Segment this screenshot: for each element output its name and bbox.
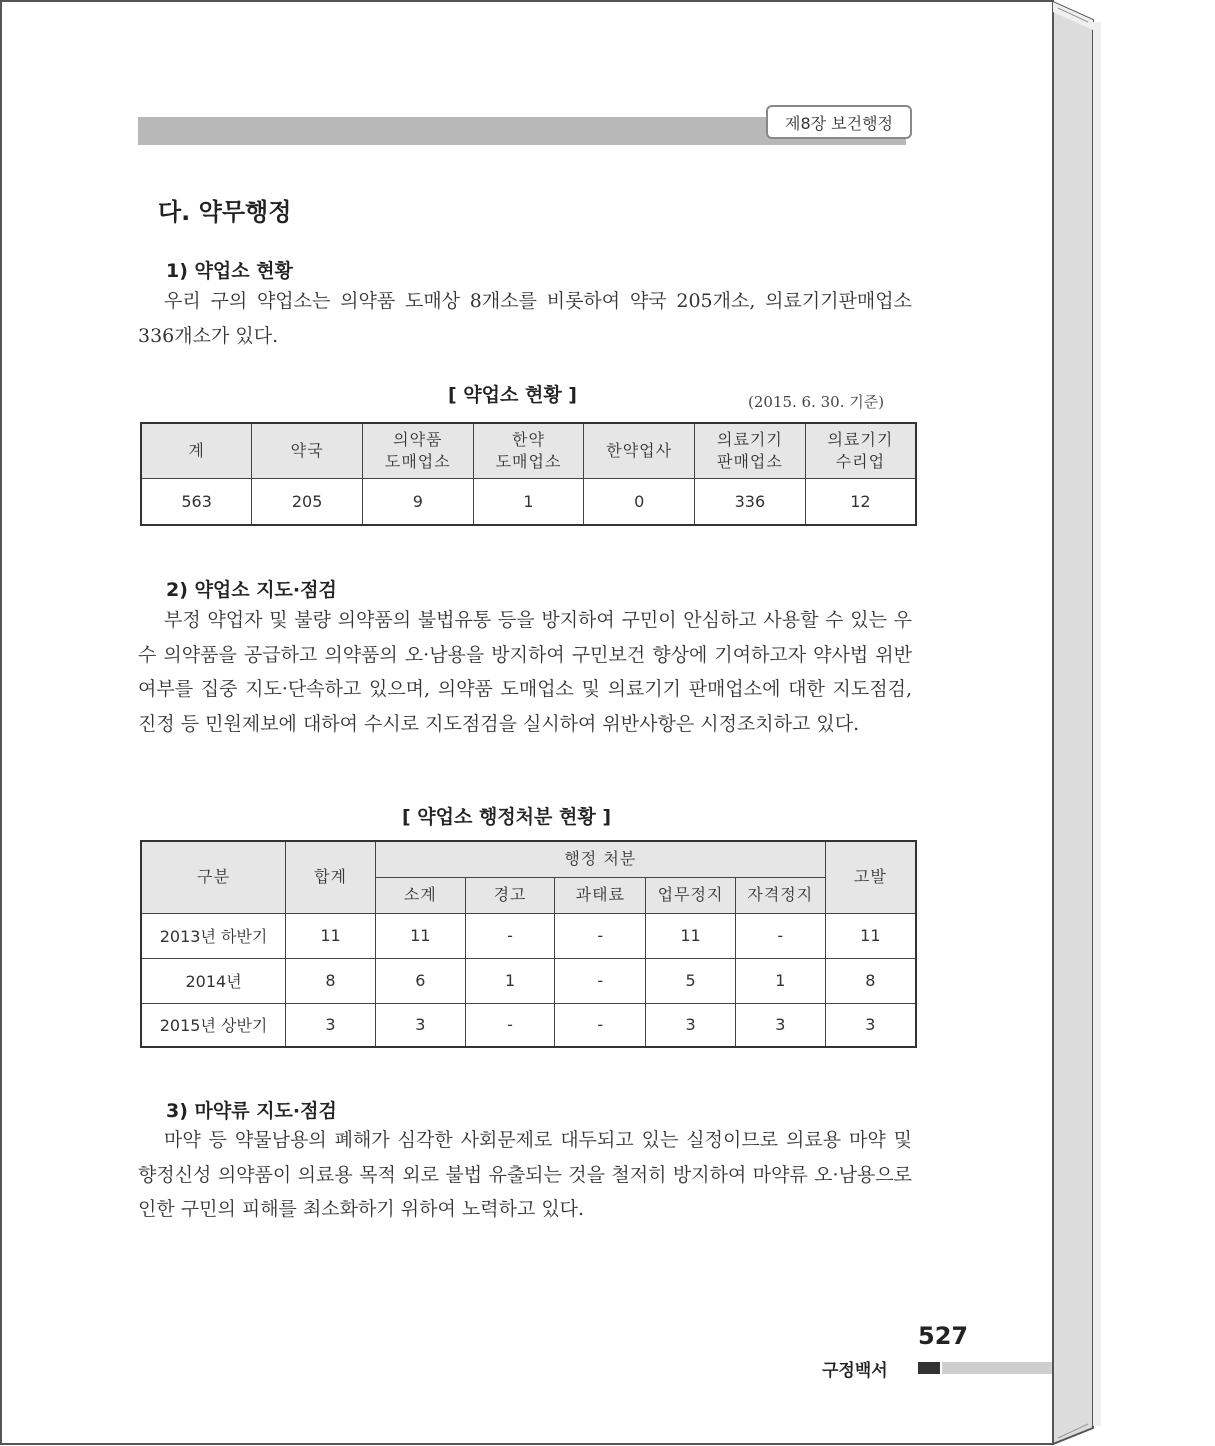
table1-cell: 12 <box>805 478 916 525</box>
chapter-label: 제8장 보건행정 <box>766 105 912 139</box>
table1-header-text: 판매업소 <box>716 451 783 471</box>
table2-header: 자격정지 <box>735 877 825 913</box>
table2-header: 경고 <box>465 877 555 913</box>
table2-cell: - <box>555 1003 646 1047</box>
admin-action-table <box>140 840 917 1048</box>
table1-cell: 563 <box>141 478 252 525</box>
table2-cell: 11 <box>646 913 736 958</box>
book-title: 구정백서 <box>822 1361 888 1381</box>
table2-header: 고발 <box>825 841 916 913</box>
table1-header <box>695 423 806 478</box>
table1-cell: 336 <box>695 478 806 525</box>
table2-cell: - <box>465 913 555 958</box>
table1-cell: 0 <box>584 478 695 525</box>
table1-header-text: 한약업사 <box>606 440 673 460</box>
table2-cell: 8 <box>286 958 376 1003</box>
table2-cell: 3 <box>825 1003 916 1047</box>
pharmacy-status-table <box>140 422 917 526</box>
table2-header-row <box>141 841 916 877</box>
table2-cell: 11 <box>286 913 376 958</box>
table2-cell: 3 <box>375 1003 465 1047</box>
table2-cell: 2015년 상반기 <box>141 1003 286 1047</box>
table2-cell: - <box>555 913 646 958</box>
footer-marker <box>918 1362 940 1374</box>
table2-cell: 2014년 <box>141 958 286 1003</box>
table2-cell: 5 <box>646 958 736 1003</box>
subsection-heading-3: 3) 마약류 지도·점검 <box>166 1100 337 1122</box>
table1-header <box>584 423 695 478</box>
table2-header: 구분 <box>141 841 286 913</box>
table2-row <box>141 1003 916 1047</box>
table1-header <box>252 423 363 478</box>
paragraph-3-text: 마약 등 약물남용의 폐해가 심각한 사회문제로 대두되고 있는 실정이므로 의료용 마약 및 향정신성 의약품이 의료용 목적 외로 불법 유출되는 것을 철저히 방지하여 마약류 오·남용으로 인한 구민의 피해를 최소화하기 위하여 노력하고 있다. <box>138 1129 912 1220</box>
table2-cell: 3 <box>286 1003 376 1047</box>
paragraph-3 <box>138 1123 912 1227</box>
subsection-heading-2: 2) 약업소 지도·점검 <box>166 579 337 601</box>
table2-row <box>141 913 916 958</box>
table2-row <box>141 958 916 1003</box>
table1-note: (2015. 6. 30. 기준) <box>748 393 885 411</box>
table1-cell: 1 <box>473 478 584 525</box>
table2-cell: - <box>735 913 825 958</box>
table2-cell: 1 <box>735 958 825 1003</box>
table1-cell: 205 <box>252 478 363 525</box>
paragraph-2-text: 부정 약업자 및 불량 의약품의 불법유통 등을 방지하여 구민이 안심하고 사용할 수 있는 우수 의약품을 공급하고 의약품의 오·남용을 방지하여 구민보건 향상에 기여하고자 약사법 위반여부를 집중 지도·단속하고 있으며, 의약품 도매업소 및 의료기기 판매업소에 대한 지도점검, 진정 등 민원제보에 대하여 수시로 지도점검을 실시하여 위반사항은 시정조치하고 있다. <box>138 609 912 735</box>
table1-header-text: 의료기기 <box>827 429 894 449</box>
table1-header <box>805 423 916 478</box>
table1-header-text: 약국 <box>290 440 324 460</box>
table1-title: [ 약업소 현황 ] <box>448 384 577 406</box>
table2-cell: 3 <box>646 1003 736 1047</box>
table1-cell: 9 <box>362 478 473 525</box>
table2-cell: 6 <box>375 958 465 1003</box>
table1-header-text: 수리업 <box>835 451 886 471</box>
table2-header: 과태료 <box>555 877 646 913</box>
table2-cell: 1 <box>465 958 555 1003</box>
table2-cell: 3 <box>735 1003 825 1047</box>
table1-header <box>362 423 473 478</box>
table2-cell: 2013년 하반기 <box>141 913 286 958</box>
table2-cell: 11 <box>825 913 916 958</box>
subsection-heading-1: 1) 약업소 현황 <box>166 260 293 282</box>
table1-header-text: 도매업소 <box>384 451 451 471</box>
table1-header-text: 도매업소 <box>495 451 562 471</box>
section-title: 다. 약무행정 <box>158 198 292 226</box>
table1-header-text: 한약 <box>512 429 545 449</box>
table2-header: 업무정지 <box>646 877 736 913</box>
table2-title: [ 약업소 행정처분 현황 ] <box>402 806 612 828</box>
table1-data-row <box>141 478 916 525</box>
table1-header-row <box>141 423 916 478</box>
table1-header <box>141 423 252 478</box>
paragraph-1-text: 우리 구의 약업소는 의약품 도매상 8개소를 비롯하여 약국 205개소, 의료기기판매업소 336개소가 있다. <box>138 290 912 347</box>
table2-cell: 11 <box>375 913 465 958</box>
table2-cell: - <box>555 958 646 1003</box>
paragraph-1 <box>138 284 912 353</box>
table1-header <box>473 423 584 478</box>
page-number: 527 <box>918 1322 969 1350</box>
paragraph-2 <box>138 603 912 741</box>
table1-header-text: 의약품 <box>393 429 443 449</box>
table2-cell: - <box>465 1003 555 1047</box>
table2-header: 소계 <box>375 877 465 913</box>
table2-header: 합계 <box>286 841 376 913</box>
table1-header-text: 의료기기 <box>716 429 783 449</box>
table1-header-text: 계 <box>188 440 205 460</box>
table2-cell: 8 <box>825 958 916 1003</box>
footer-rule <box>942 1362 1052 1374</box>
table2-group-header: 행정 처분 <box>375 841 825 877</box>
